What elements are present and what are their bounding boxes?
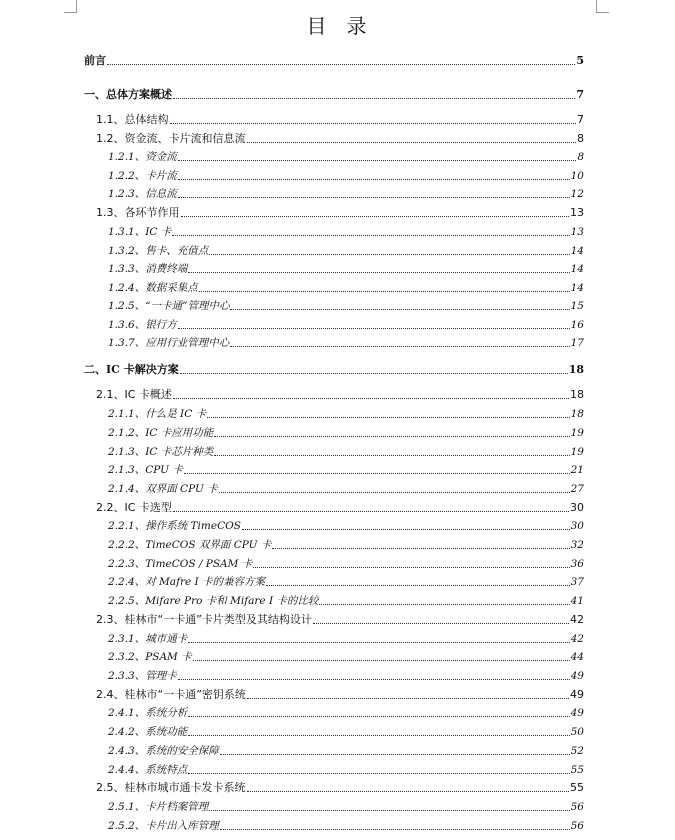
toc-leader-dots — [188, 772, 569, 774]
toc-leader-dots — [313, 622, 569, 624]
toc-entry[interactable] — [84, 648, 584, 664]
toc-entry-page: 8 — [577, 151, 584, 163]
toc-leader-dots — [180, 372, 568, 374]
toc-entry[interactable] — [84, 555, 584, 571]
toc-entry-label: 1.2.5、“一卡通”管理中心 — [108, 300, 230, 312]
toc-entry[interactable] — [84, 592, 584, 608]
toc-entry-label: 2.5、桂林市城市通卡发卡系统 — [96, 781, 246, 794]
toc-entry-label: 2.5.1、卡片档案管理 — [108, 801, 209, 813]
toc-entry-page: 55 — [570, 764, 584, 776]
toc-entry-page: 8 — [577, 132, 584, 145]
toc-entry-label: 1.2.2、卡片流 — [108, 170, 177, 182]
toc-entry-page: 56 — [570, 801, 584, 813]
toc-leader-dots — [173, 397, 569, 399]
toc-entry[interactable] — [84, 611, 584, 627]
toc-entry[interactable] — [84, 279, 584, 295]
toc-title — [0, 10, 675, 39]
toc-entry-page: 56 — [570, 820, 584, 832]
toc-leader-dots — [172, 234, 569, 236]
toc-entry[interactable] — [84, 517, 584, 533]
toc-leader-dots — [219, 491, 570, 493]
toc-entry-label: 2.3.3、管理卡 — [108, 670, 177, 682]
toc-entry-page: 41 — [570, 595, 584, 607]
toc-entry[interactable] — [84, 185, 584, 201]
toc-entry[interactable] — [84, 260, 584, 276]
toc-entry-label: 2.1.4、双界面 CPU 卡 — [108, 483, 218, 495]
toc-leader-dots — [214, 454, 569, 456]
toc-entry[interactable] — [84, 798, 584, 814]
toc-entry[interactable] — [84, 223, 584, 239]
toc-leader-dots — [193, 659, 570, 661]
toc-leader-dots — [247, 141, 577, 143]
toc-entry-label: 2.1.3、IC 卡芯片种类 — [108, 446, 214, 458]
toc-leader-dots — [173, 510, 569, 512]
toc-entry-label: 1.2.1、资金流 — [108, 151, 177, 163]
toc-leader-dots — [272, 547, 569, 549]
toc-entry-label: 2.3.1、城市通卡 — [108, 633, 188, 645]
toc-entry-label: 2.1、IC 卡概述 — [96, 388, 172, 401]
toc-entry-page: 14 — [570, 245, 584, 257]
toc-leader-dots — [209, 253, 569, 255]
toc-entry[interactable] — [84, 761, 584, 777]
toc-entry[interactable] — [84, 667, 584, 683]
toc-entry[interactable] — [84, 167, 584, 183]
toc-entry[interactable] — [84, 461, 584, 477]
toc-leader-dots — [178, 678, 570, 680]
toc-entry-page: 10 — [570, 170, 584, 182]
toc-entry-page: 27 — [570, 483, 584, 495]
toc-leader-dots — [188, 734, 569, 736]
toc-entry-page: 52 — [570, 745, 584, 757]
toc-entry-label: 2.1.3、CPU 卡 — [108, 464, 183, 476]
toc-entry-page: 19 — [570, 446, 584, 458]
toc-entry-label: 2.2.1、操作系统 TimeCOS — [108, 520, 241, 532]
toc-entry-label: 2.3.2、PSAM 卡 — [108, 651, 192, 663]
toc-entry-label: 2.4.2、系统功能 — [108, 726, 188, 738]
toc-leader-dots — [199, 290, 570, 292]
toc-entry[interactable] — [84, 111, 584, 127]
toc-leader-dots — [188, 715, 569, 717]
toc-entry[interactable] — [84, 723, 584, 739]
toc-entry[interactable] — [84, 443, 584, 459]
toc-entry-label: 1.2.3、信息流 — [108, 188, 177, 200]
toc-entry-label: 2.2、IC 卡选型 — [96, 501, 172, 514]
toc-entry-page: 14 — [570, 282, 584, 294]
toc-entry-page: 19 — [570, 427, 584, 439]
toc-entry[interactable] — [84, 630, 584, 646]
toc-entry-label: 2.4.4、系统特点 — [108, 764, 188, 776]
toc-entry-page: 44 — [570, 651, 584, 663]
toc-entry[interactable] — [84, 405, 584, 421]
toc-entry-page: 21 — [570, 464, 584, 476]
toc-entry-label: 2.2.4、对 Mafre I 卡的兼容方案 — [108, 576, 266, 588]
toc-entry-page: 32 — [570, 539, 584, 551]
toc-entry[interactable] — [84, 424, 584, 440]
toc-entry-label: 2.4.1、系统分析 — [108, 707, 188, 719]
toc-entry-label: 2.3、桂林市“一卡通”卡片类型及其结构设计 — [96, 613, 312, 626]
toc-entry-label: 1.3.6、银行方 — [108, 319, 177, 331]
toc-entry-page: 18 — [570, 408, 584, 420]
toc-entry[interactable] — [84, 704, 584, 720]
toc-leader-dots — [230, 308, 569, 310]
toc-entry-label: 2.2.2、TimeCOS 双界面 CPU 卡 — [108, 539, 272, 551]
toc-entry-label: 前言 — [84, 54, 106, 67]
toc-entry-page: 7 — [577, 113, 584, 126]
toc-leader-dots — [107, 63, 575, 65]
toc-entry-label: 2.1.2、IC 卡应用功能 — [108, 427, 214, 439]
toc-entry-page: 16 — [570, 319, 584, 331]
toc-leader-dots — [178, 327, 570, 329]
toc-entry-label: 1.3.3、消费终端 — [108, 263, 188, 275]
toc-entry-page: 36 — [570, 558, 584, 570]
toc-entry-label: 1.3.2、售卡、充值点 — [108, 245, 209, 257]
toc-entry[interactable] — [84, 686, 584, 702]
toc-entry[interactable] — [84, 316, 584, 332]
toc-entry-page: 37 — [570, 576, 584, 588]
toc-entry-label: 1.1、总体结构 — [96, 113, 169, 126]
toc-title-char-2: 录 — [346, 14, 369, 38]
toc-entry[interactable] — [84, 386, 584, 402]
toc-leader-dots — [173, 97, 575, 99]
toc-leader-dots — [209, 809, 569, 811]
toc-leader-dots — [188, 641, 569, 643]
toc-leader-dots — [220, 828, 570, 830]
toc-entry-label: 1.2、资金流、卡片流和信息流 — [96, 132, 246, 145]
toc-leader-dots — [184, 472, 570, 474]
toc-entry-page: 17 — [570, 337, 584, 349]
toc-entry-label: 2.4、桂林市“一卡通”密钥系统 — [96, 688, 246, 701]
toc-entry-page: 14 — [570, 263, 584, 275]
toc-entry-label: 2.4.3、系统的安全保障 — [108, 745, 219, 757]
toc-entry[interactable] — [84, 573, 584, 589]
toc-leader-dots — [247, 790, 570, 792]
toc-entry-page: 18 — [570, 388, 584, 401]
toc-entry-label: 2.2.5、Mifare Pro 卡和 Mifare I 卡的比较 — [108, 595, 319, 607]
toc-entry-label: 二、IC 卡解决方案 — [84, 363, 179, 376]
toc-entry-page: 18 — [568, 363, 584, 376]
toc-entry[interactable] — [84, 86, 584, 102]
toc-entry-page: 15 — [570, 300, 584, 312]
toc-leader-dots — [220, 753, 570, 755]
toc-entry-label: 2.2.3、TimeCOS / PSAM 卡 — [108, 558, 253, 570]
toc-entry-label: 1.3.7、应用行业管理中心 — [108, 337, 230, 349]
toc-entry[interactable] — [84, 480, 584, 496]
toc-entry[interactable] — [84, 817, 584, 833]
toc-entry-page: 5 — [576, 54, 584, 67]
toc-entry[interactable] — [84, 536, 584, 552]
toc-entry[interactable] — [84, 334, 584, 350]
toc-leader-dots — [230, 345, 569, 347]
toc-entry[interactable] — [84, 297, 584, 313]
toc-entry-page: 30 — [570, 520, 584, 532]
toc-entry-page: 30 — [570, 501, 584, 514]
toc-entry-page: 55 — [570, 781, 584, 794]
toc-entry-page: 50 — [570, 726, 584, 738]
toc-entry-page: 12 — [570, 188, 584, 200]
toc-leader-dots — [178, 159, 577, 161]
toc-entry[interactable] — [84, 361, 584, 377]
toc-entry[interactable] — [84, 52, 584, 68]
toc-title-char-1: 目 — [306, 14, 329, 38]
toc-entry[interactable] — [84, 242, 584, 258]
toc-leader-dots — [242, 528, 570, 530]
toc-leader-dots — [266, 584, 570, 586]
toc-leader-dots — [188, 271, 569, 273]
toc-leader-dots — [178, 178, 570, 180]
toc-entry-page: 42 — [570, 613, 584, 626]
toc-leader-dots — [319, 603, 569, 605]
toc-entry-label: 一、总体方案概述 — [84, 88, 172, 101]
toc-leader-dots — [207, 416, 570, 418]
toc-leader-dots — [178, 196, 570, 198]
toc-entry-page: 49 — [570, 707, 584, 719]
toc-entry-page: 42 — [570, 633, 584, 645]
toc-entry-page: 49 — [570, 670, 584, 682]
toc-leader-dots — [214, 435, 569, 437]
toc-entry[interactable] — [84, 148, 584, 164]
toc-entry[interactable] — [84, 779, 584, 795]
toc-entry-page: 13 — [570, 206, 584, 219]
toc-entry-page: 13 — [570, 226, 584, 238]
toc-entry[interactable] — [84, 204, 584, 220]
toc-leader-dots — [247, 697, 569, 699]
toc-entry-label: 1.3、各环节作用 — [96, 206, 180, 219]
toc-leader-dots — [170, 122, 577, 124]
toc-entry[interactable] — [84, 130, 584, 146]
toc-entry-page: 7 — [576, 88, 584, 101]
toc-entry[interactable] — [84, 742, 584, 758]
toc-entry-label: 2.5.2、卡片出入库管理 — [108, 820, 219, 832]
toc-entry-label: 1.3.1、IC 卡 — [108, 226, 172, 238]
toc-entry-label: 1.2.4、数据采集点 — [108, 282, 198, 294]
toc-entry-label: 2.1.1、什么是 IC 卡 — [108, 408, 207, 420]
toc-leader-dots — [253, 566, 569, 568]
toc-entry[interactable] — [84, 499, 584, 515]
toc-entry-page: 49 — [570, 688, 584, 701]
toc-leader-dots — [181, 215, 570, 217]
